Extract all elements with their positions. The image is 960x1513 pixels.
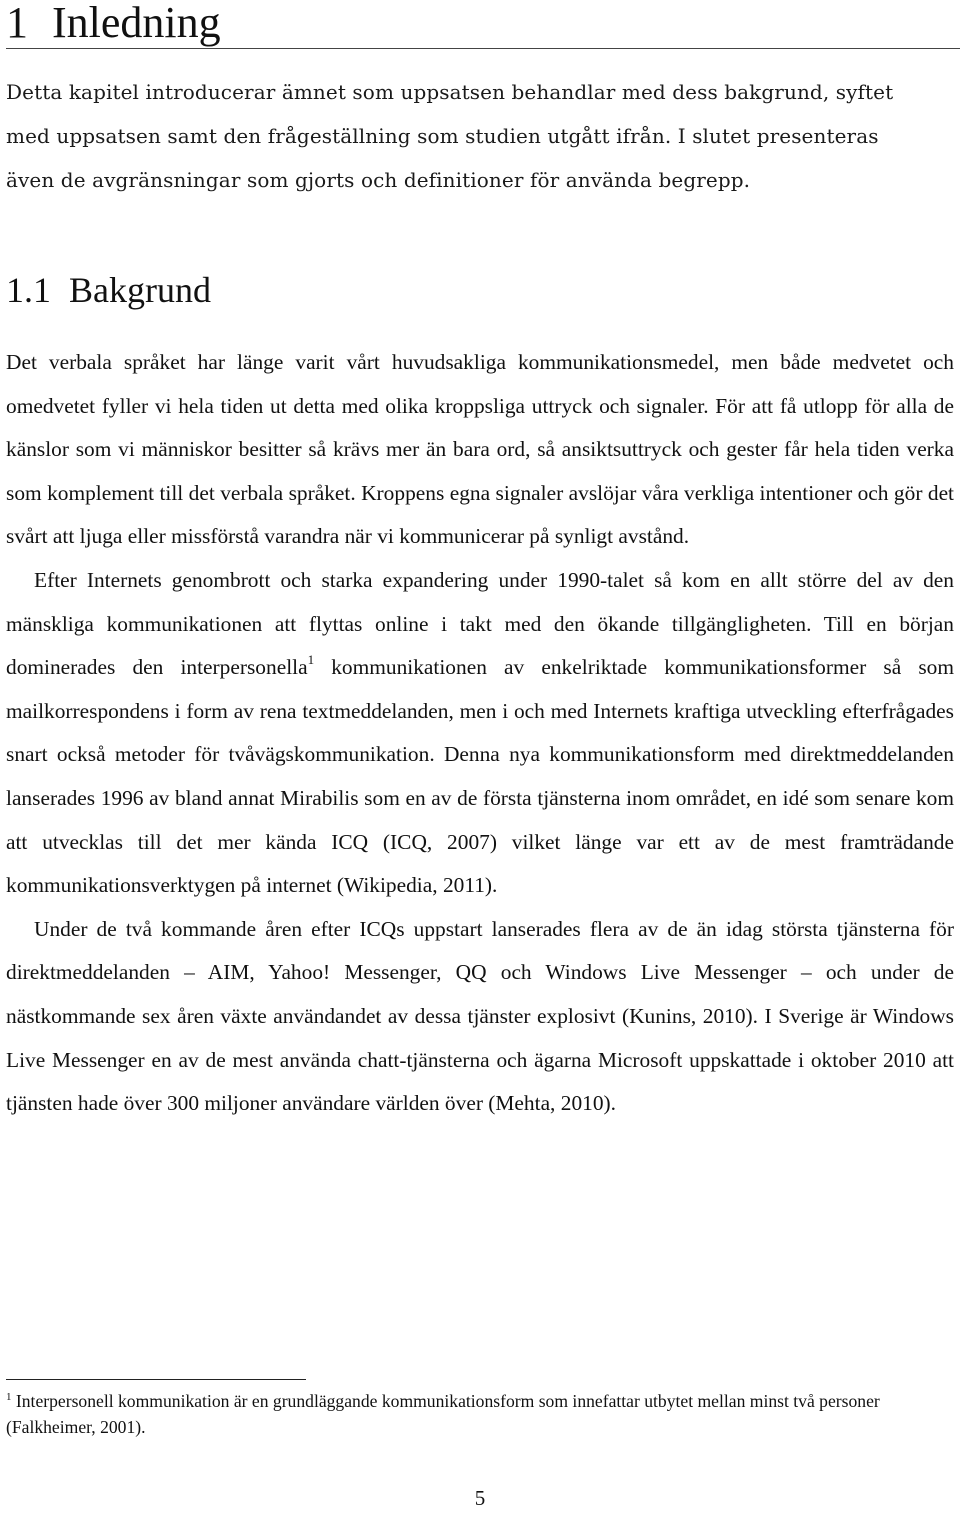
footnote-text: Interpersonell kommunikation är en grundläggande kommunikationsform som innefattar utbytet mellan minst två personer (Falkheimer, 2001). [6,1391,880,1437]
footnote [6,1388,951,1440]
section-title: Bakgrund [69,270,211,310]
paragraph-2 [6,559,954,908]
page-number: 5 [474,1486,486,1510]
section-heading [6,268,211,312]
paragraph-2-part-1: Efter Internets genombrott och starka expandering under 1990-talet så kom en allt större del av den mänskliga kommunikationen att flyttas online i takt med den ökande tillgängligheten. Till en början dominerades den interpersonella [6,567,954,680]
footnote-reference[interactable]: 1 [307,652,315,668]
footnote-marker: 1 [6,1391,12,1403]
paragraph-2-part-2: kommunikationen av enkelriktade kommunikationsformer så som mailkorrespondens i form av rena textmeddelanden, men i och med Internets kraftiga utveckling efterfrågades snart också metoder för tvåvägskommunikation. Denna nya kommunikationsform med direktmeddelanden lanserades 1996 av bland annat Mirabilis som en av de första tjänsterna inom området, en idé som senare kom att utvecklas till det mer kända ICQ (ICQ, 2007) vilket länge var ett av de mest framträdande kommunikationsverktygen på internet (Wikipedia, 2011). [6,655,954,898]
chapter-number: 1 [6,0,28,47]
chapter-heading [6,0,960,49]
footnote-divider [6,1379,306,1380]
section-body [6,341,954,1126]
chapter-intro: Detta kapitel introducerar ämnet som uppsatsen behandlar med dess bakgrund, syftet med uppsatsen samt den frågeställning som studien utgått ifrån. I slutet presenteras även de avgränsningar som gjorts och definitioner för använda begrepp. [6,80,894,192]
paragraph-1: Det verbala språket har länge varit vårt huvudsakliga kommunikationsmedel, men både medvetet och omedvetet fyller vi hela tiden ut detta med olika kroppsliga uttryck och signaler. För att få utlopp för alla de känslor som vi människor besitter så krävs mer än bara ord, så ansiktsuttryck och gester får hela tiden verka som komplement till det verbala språket. Kroppens egna signaler avslöjar våra verkliga intentioner och gör det svårt att ljuga eller missförstå varandra när vi kommunicerar på synligt avstånd. [6,350,954,549]
paragraph-3: Under de två kommande åren efter ICQs uppstart lanserades flera av de än idag största tjänsterna för direktmeddelanden – AIM, Yahoo! Messenger, QQ och Windows Live Messenger – och under de nästkommande sex åren växte användandet av dessa tjänster explosivt (Kunins, 2010). I Sverige är Windows Live Messenger en av de mest använda chatt-tjänsterna och ägarna Microsoft uppskattade i oktober 2010 att tjänsten hade över 300 miljoner användare världen över (Mehta, 2010). [6,916,954,1116]
section-number: 1.1 [6,270,51,310]
chapter-title: Inledning [52,0,221,47]
